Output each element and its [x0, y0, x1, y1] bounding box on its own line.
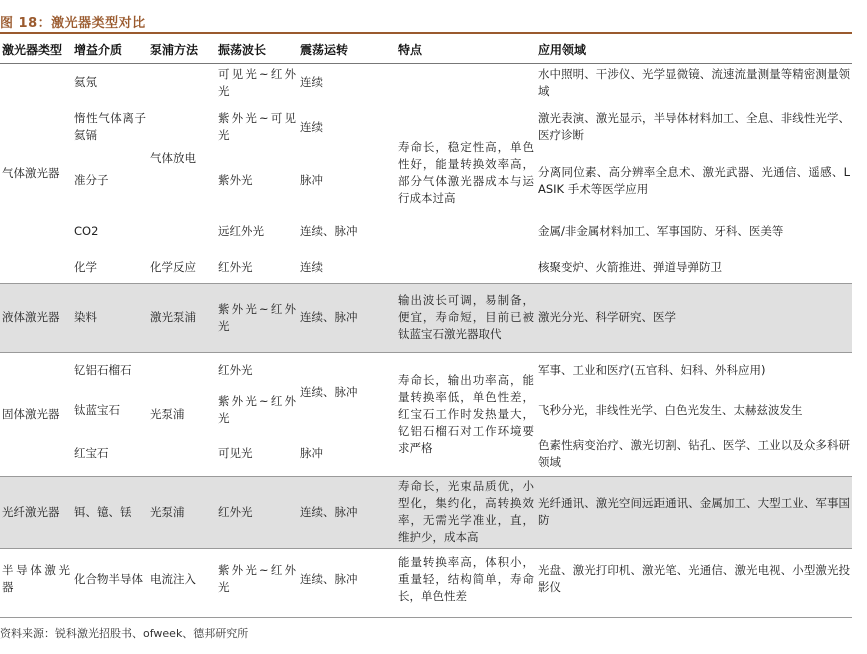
gain-medium-cell: 化学: [74, 260, 97, 275]
laser-comparison-table: [0, 38, 852, 610]
application-cell: 光盘、激光打印机、激光笔、光通信、激光电视、小型激光投影仪: [536, 548, 852, 610]
operation-cell: 脉冲: [300, 446, 323, 461]
wavelength-cell: 紫外光~红外光: [216, 283, 298, 352]
figure-title: 图 18：激光器类型对比: [0, 16, 146, 31]
pump-method-cell: 激光泵浦: [148, 283, 216, 352]
pump-method-cell: 光泵浦: [148, 352, 216, 476]
gain-medium-cell: 氦氖: [74, 75, 97, 90]
wavelength-cell: 红外光: [216, 476, 298, 548]
title-rule: [0, 32, 852, 34]
laser-type-cell: 光纤激光器: [0, 476, 72, 548]
gain-medium-cell: 钛蓝宝石: [74, 402, 120, 417]
operation-cell: 连续、脉冲: [298, 352, 396, 432]
table-row: [0, 352, 852, 388]
operation-cell: 连续、脉冲: [298, 476, 396, 548]
application-cell: 激光分光、科学研究、医学: [536, 283, 852, 352]
header-features: 特点: [396, 38, 536, 63]
wavelength-cell: 可见光: [218, 446, 253, 461]
application-cell: 飞秒分光，非线性光学、白色光发生、太赫兹波发生: [538, 402, 803, 417]
application-cell: 军事、工业和医疗(五官科、妇科、外科应用): [536, 352, 852, 388]
header-wavelength: 振荡波长: [216, 38, 298, 63]
application-cell: 激光表演、激光显示，半导体材料加工、全息、非线性光学、医疗诊断: [538, 111, 850, 142]
wavelength-cell: 可见光~红外光: [218, 66, 296, 98]
application-cell: 金属/非金属材料加工、军事国防、牙科、医美等: [538, 223, 784, 238]
gain-medium-cell: 准分子: [74, 173, 109, 187]
laser-type-cell: 气体激光器: [2, 165, 60, 180]
table-row: [0, 63, 852, 102]
gain-medium-cell: 铒、镱、铥: [72, 476, 148, 548]
features-cell: 寿命长，稳定性高，单色性好，能量转换效率高，部分气体激光器成本与运行成本过高: [398, 140, 534, 205]
gain-medium-cell: 化合物半导体: [72, 548, 148, 610]
table-row: [0, 548, 852, 610]
wavelength-cell: 紫外光~可见光: [218, 111, 296, 142]
features-cell: 输出波长可调，易制备，便宜，寿命短，目前已被钛蓝宝石激光器取代: [396, 283, 536, 352]
pump-method-cell: 光泵浦: [148, 476, 216, 548]
application-cell: 水中照明、干涉仪、光学显微镜、流速流量测量等精密测量领域: [538, 66, 850, 98]
application-cell: 色素性病变治疗、激光切割、钻孔、医学、工业以及众多科研领域: [538, 437, 850, 469]
source-note: 资料来源：锐科激光招股书、ofweek、德邦研究所: [0, 627, 249, 640]
laser-type-cell: 固体激光器: [0, 352, 72, 476]
application-cell: 核聚变炉、火箭推进、弹道导弹防卫: [538, 260, 722, 275]
operation-cell: 连续: [300, 75, 323, 90]
gain-medium-cell: CO2: [74, 223, 99, 238]
laser-type-cell: 半导体激光器: [0, 548, 72, 610]
gain-medium-cell: 红宝石: [74, 446, 109, 461]
pump-method-cell: 化学反应: [150, 260, 196, 275]
pump-method-cell: 气体放电: [150, 150, 196, 165]
features-cell: 寿命长，输出功率高，能量转换率低，单色性差，红宝石工作时发热量大，钇铝石榴石对工作环境要求严格: [396, 352, 536, 476]
wavelength-cell: 紫外光~红外光: [216, 548, 298, 610]
gain-medium-cell: 惰性气体离子氦镉: [74, 111, 146, 142]
operation-cell: 连续、脉冲: [298, 548, 396, 610]
gain-medium-cell: 钇铝石榴石: [72, 352, 148, 388]
operation-cell: 连续、脉冲: [300, 223, 358, 238]
pump-method-cell: 电流注入: [148, 548, 216, 610]
table-row: [0, 283, 852, 352]
header-laser-type: 激光器类型: [0, 38, 72, 63]
header-pump-method: 泵浦方法: [148, 38, 216, 63]
wavelength-cell: 紫外光~红外光: [218, 394, 296, 425]
operation-cell: 连续: [300, 260, 323, 275]
wavelength-cell: 红外光: [218, 260, 253, 275]
table-row: [0, 476, 852, 548]
header-applications: 应用领域: [536, 38, 852, 63]
operation-cell: 脉冲: [300, 173, 323, 187]
wavelength-cell: 红外光: [216, 352, 298, 388]
wavelength-cell: 远红外光: [218, 223, 264, 238]
features-cell: 能量转换率高，体积小，重量轻，结构简单，寿命长，单色性差: [396, 548, 536, 610]
wavelength-cell: 紫外光: [218, 173, 253, 187]
application-cell: 光纤通讯、激光空间远距通讯、金属加工、大型工业、军事国防: [536, 476, 852, 548]
operation-cell: 连续: [300, 119, 323, 134]
features-cell: 寿命长，光束品质优，小型化，集约化，高转换效率，无需光学准业，直，维护少，成本高: [396, 476, 536, 548]
header-gain-medium: 增益介质: [72, 38, 148, 63]
laser-type-cell: 液体激光器: [0, 283, 72, 352]
header-operation: 震荡运转: [298, 38, 396, 63]
header-row: [0, 38, 852, 63]
gain-medium-cell: 染料: [72, 283, 148, 352]
application-cell: 分离同位素、高分辨率全息术、激光武器、光通信、遥感、LASIK 手术等医学应用: [538, 164, 850, 196]
footnote-rule: [0, 617, 852, 618]
operation-cell: 连续、脉冲: [298, 283, 396, 352]
